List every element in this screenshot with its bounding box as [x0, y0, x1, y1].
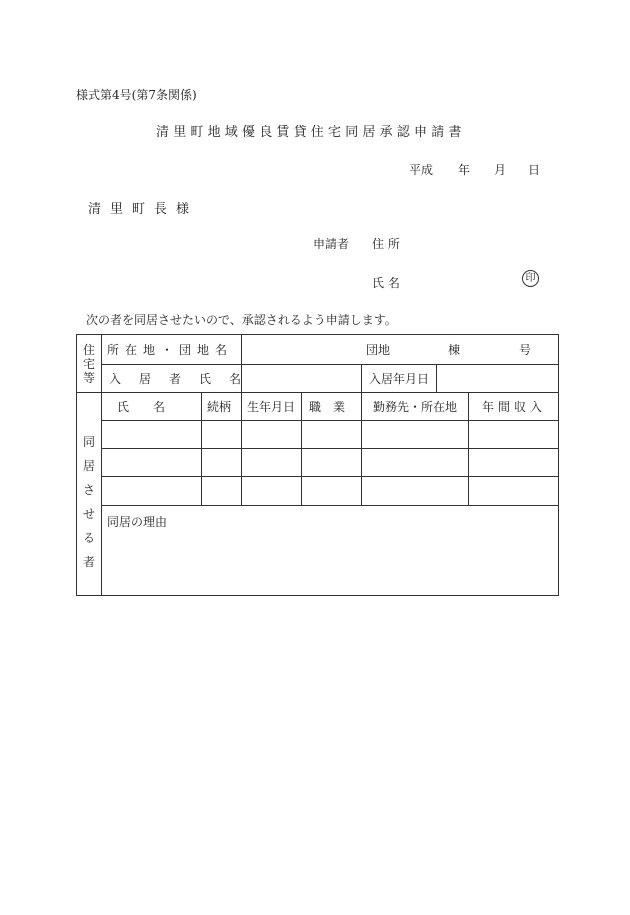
resident-name-label: 入居者氏名 — [109, 371, 260, 386]
move-in-date-label: 入居年月日 — [369, 371, 430, 386]
room-number-label: 号 — [519, 343, 532, 357]
cohabitant-section-heading: 同 居 さ せ る 者 — [82, 435, 95, 569]
applicant-address-label: 住 所 — [372, 237, 400, 251]
document-title: 清里町地域優良賃貸住宅同居承認申請書 — [156, 125, 466, 140]
danchi-label: 団地 — [366, 343, 391, 357]
addressee: 清里町長様 — [88, 202, 199, 217]
column-occupation: 職 業 — [309, 399, 346, 414]
column-name: 氏 名 — [117, 399, 166, 414]
column-workplace: 勤務先・所在地 — [373, 399, 458, 414]
reason-label: 同居の理由 — [107, 514, 168, 529]
location-label: 所在地・団地名 — [107, 343, 234, 357]
applicant-label: 申請者 — [313, 237, 350, 251]
column-relationship: 続柄 — [207, 399, 232, 414]
date-year-label: 年 — [458, 163, 471, 177]
date-era: 平成 — [409, 163, 434, 177]
column-annual-income: 年間収入 — [482, 399, 547, 414]
housing-section-heading: 住 宅 等 — [82, 342, 95, 385]
seal-mark: 印 — [522, 270, 539, 287]
date-month-label: 月 — [494, 163, 507, 177]
column-birthdate: 生年月日 — [247, 399, 296, 414]
application-form-table — [76, 334, 559, 596]
form-number: 様式第4号(第7条関係) — [76, 88, 197, 102]
building-label: 棟 — [448, 343, 461, 357]
date-day-label: 日 — [528, 163, 541, 177]
application-statement: 次の者を同居させたいので、承認されるよう申請します。 — [86, 313, 397, 327]
applicant-name-label: 氏 名 — [372, 276, 400, 290]
